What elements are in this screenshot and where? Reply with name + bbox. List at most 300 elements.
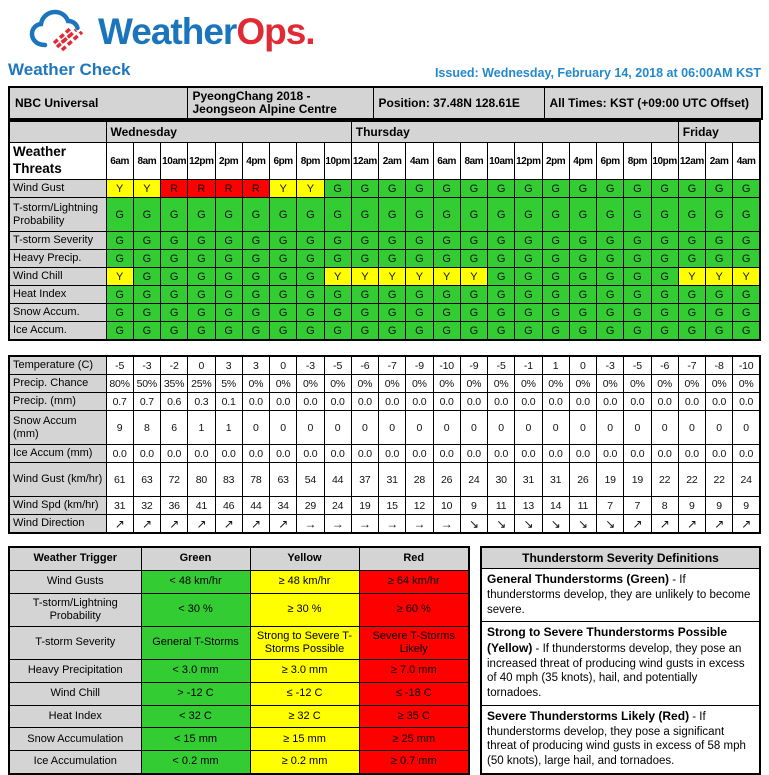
threat-status-cell: G — [515, 180, 542, 198]
threat-status-cell: G — [406, 304, 433, 322]
threat-label: Wind Chill — [9, 268, 106, 286]
threat-status-cell: G — [624, 198, 651, 232]
data-value-cell: 0.7 — [106, 393, 133, 411]
data-value-cell: 0% — [569, 375, 596, 393]
threat-status-cell: G — [297, 304, 324, 322]
data-value-cell: 14 — [542, 497, 569, 515]
threat-status-cell: G — [515, 232, 542, 250]
threat-status-cell: G — [733, 180, 760, 198]
weather-threats-header: Weather Threats — [9, 143, 106, 180]
threat-status-cell: G — [106, 198, 133, 232]
threat-status-cell: G — [569, 304, 596, 322]
data-value-cell: 0.0 — [569, 445, 596, 463]
threat-status-cell: G — [706, 304, 733, 322]
data-value-cell: -10 — [733, 356, 760, 375]
data-value-cell: 15 — [379, 497, 406, 515]
data-value-cell: 0 — [542, 411, 569, 445]
threat-status-cell: G — [270, 322, 297, 341]
time-header: 10am — [161, 143, 188, 180]
forecast-data-row — [9, 375, 760, 393]
weather-trigger-legend-table — [8, 546, 470, 775]
wind-direction-cell: ↗ — [624, 515, 651, 534]
legend-row-label: Heavy Precipitation — [9, 660, 141, 683]
data-value-cell: 0.0 — [242, 445, 269, 463]
threat-status-cell: G — [406, 198, 433, 232]
threat-status-cell: G — [706, 322, 733, 341]
threat-row — [9, 286, 760, 304]
legend-green-threshold: < 48 km/hr — [141, 570, 250, 593]
threat-status-cell: Y — [133, 180, 160, 198]
threat-status-cell: G — [542, 232, 569, 250]
threat-label: T-storm/Lightning Probability — [9, 198, 106, 232]
wind-direction-cell: → — [406, 515, 433, 534]
threat-status-cell: G — [569, 286, 596, 304]
threat-status-cell: G — [351, 198, 378, 232]
data-value-cell: 83 — [215, 463, 242, 497]
legend-green-threshold: < 15 mm — [141, 728, 250, 751]
threat-status-cell: Y — [379, 268, 406, 286]
data-value-cell: 37 — [351, 463, 378, 497]
data-value-cell: 0 — [324, 411, 351, 445]
threat-status-cell: G — [161, 250, 188, 268]
data-value-cell: 7 — [597, 497, 624, 515]
threat-status-cell: G — [215, 304, 242, 322]
threat-status-cell: Y — [678, 268, 705, 286]
data-value-cell: 34 — [270, 497, 297, 515]
threat-status-cell: G — [515, 198, 542, 232]
data-value-cell: 0.0 — [569, 393, 596, 411]
data-value-cell: 0.0 — [161, 445, 188, 463]
data-value-cell: 0.0 — [597, 393, 624, 411]
threat-status-cell: G — [379, 198, 406, 232]
data-value-cell: 0.0 — [324, 393, 351, 411]
threat-status-cell: G — [270, 198, 297, 232]
legend-row — [9, 660, 469, 683]
threat-status-cell: R — [215, 180, 242, 198]
wind-direction-cell: ↗ — [215, 515, 242, 534]
threat-status-cell: G — [460, 286, 487, 304]
legend-red-threshold: ≥ 0.7 mm — [359, 750, 469, 773]
threat-status-cell: G — [515, 286, 542, 304]
threat-status-cell: Y — [106, 268, 133, 286]
data-value-cell: 0 — [569, 356, 596, 375]
threat-status-cell: G — [406, 232, 433, 250]
threat-status-cell: G — [133, 286, 160, 304]
data-value-cell: 9 — [678, 497, 705, 515]
data-value-cell: -10 — [433, 356, 460, 375]
data-value-cell: 0.0 — [733, 445, 760, 463]
forecast-data-row — [9, 515, 760, 534]
threat-status-cell: G — [651, 304, 678, 322]
threat-status-cell: Y — [270, 180, 297, 198]
threat-status-cell: Y — [433, 268, 460, 286]
legend-row — [9, 570, 469, 593]
legend-row-label: T-storm Severity — [9, 626, 141, 659]
threat-status-cell: G — [624, 180, 651, 198]
data-value-cell: 22 — [651, 463, 678, 497]
page-title: Weather Check — [8, 60, 131, 79]
data-row-label: Temperature (C) — [9, 356, 106, 375]
time-header: 6pm — [597, 143, 624, 180]
threat-status-cell: G — [215, 232, 242, 250]
threat-status-cell: G — [161, 304, 188, 322]
threat-status-cell: G — [624, 232, 651, 250]
weather-threats-table — [8, 120, 761, 341]
data-value-cell: 0% — [324, 375, 351, 393]
data-value-cell: 0.0 — [542, 445, 569, 463]
day-header-wednesday: Wednesday — [106, 121, 351, 143]
data-value-cell: 19 — [624, 463, 651, 497]
threat-status-cell: G — [542, 250, 569, 268]
data-value-cell: 0% — [624, 375, 651, 393]
data-value-cell: -3 — [297, 356, 324, 375]
data-value-cell: 0 — [515, 411, 542, 445]
threat-status-cell: G — [678, 304, 705, 322]
data-value-cell: 0 — [270, 356, 297, 375]
legend-red-threshold: ≥ 35 C — [359, 705, 469, 728]
threat-status-cell: G — [242, 198, 269, 232]
threat-status-cell: G — [542, 180, 569, 198]
time-header: 4am — [733, 143, 760, 180]
data-value-cell: 5% — [215, 375, 242, 393]
data-value-cell: 9 — [706, 497, 733, 515]
threat-status-cell: G — [733, 232, 760, 250]
wind-direction-cell: ↘ — [597, 515, 624, 534]
thunderstorm-severity-definitions — [480, 546, 761, 775]
threat-row — [9, 322, 760, 341]
data-value-cell: 0% — [379, 375, 406, 393]
threat-status-cell: G — [242, 286, 269, 304]
threat-status-cell: G — [351, 180, 378, 198]
legend-header-weather-trigger: Weather Trigger — [9, 547, 141, 570]
threat-status-cell: R — [242, 180, 269, 198]
data-value-cell: 0 — [433, 411, 460, 445]
legend-red-threshold: Severe T-Storms Likely — [359, 626, 469, 659]
time-header: 4pm — [242, 143, 269, 180]
data-row-label: Wind Spd (km/hr) — [9, 497, 106, 515]
data-value-cell: 8 — [133, 411, 160, 445]
threat-status-cell: G — [515, 250, 542, 268]
legend-header-yellow: Yellow — [250, 547, 359, 570]
threat-status-cell: G — [324, 180, 351, 198]
threat-status-cell: G — [106, 322, 133, 341]
threat-status-cell: G — [733, 322, 760, 341]
threat-status-cell: G — [597, 250, 624, 268]
data-value-cell: 0.0 — [379, 445, 406, 463]
threat-status-cell: G — [597, 180, 624, 198]
logo-word-ops: Ops. — [236, 11, 315, 52]
data-value-cell: 0 — [406, 411, 433, 445]
threat-status-cell: G — [215, 268, 242, 286]
threat-status-cell: G — [651, 198, 678, 232]
threat-label: Wind Gust — [9, 180, 106, 198]
legend-green-threshold: < 32 C — [141, 705, 250, 728]
data-value-cell: 26 — [433, 463, 460, 497]
threat-status-cell: G — [133, 268, 160, 286]
threat-status-cell: G — [460, 232, 487, 250]
data-value-cell: 0 — [270, 411, 297, 445]
data-value-cell: 0.3 — [188, 393, 215, 411]
data-value-cell: 28 — [406, 463, 433, 497]
threat-status-cell: G — [106, 304, 133, 322]
threat-row — [9, 198, 760, 232]
threat-status-cell: Y — [733, 268, 760, 286]
data-value-cell: 44 — [324, 463, 351, 497]
threat-status-cell: G — [597, 286, 624, 304]
threat-status-cell: G — [569, 180, 596, 198]
threat-status-cell: G — [569, 250, 596, 268]
data-value-cell: 22 — [678, 463, 705, 497]
data-value-cell: 0.0 — [297, 445, 324, 463]
data-value-cell: 0.0 — [733, 393, 760, 411]
threat-status-cell: G — [188, 286, 215, 304]
threat-status-cell: G — [324, 198, 351, 232]
data-value-cell: 0 — [379, 411, 406, 445]
legend-row-label: Ice Accumulation — [9, 750, 141, 773]
data-value-cell: -5 — [624, 356, 651, 375]
forecast-data-row — [9, 497, 760, 515]
threat-status-cell: G — [351, 304, 378, 322]
data-value-cell: 0 — [297, 411, 324, 445]
data-value-cell: 63 — [133, 463, 160, 497]
data-value-cell: -5 — [324, 356, 351, 375]
time-header: 6am — [106, 143, 133, 180]
data-value-cell: -7 — [379, 356, 406, 375]
data-value-cell: 9 — [733, 497, 760, 515]
threat-status-cell: G — [270, 250, 297, 268]
data-value-cell: 0 — [242, 411, 269, 445]
data-value-cell: 26 — [569, 463, 596, 497]
wind-direction-cell: → — [351, 515, 378, 534]
time-header: 10pm — [651, 143, 678, 180]
forecast-data-table — [8, 355, 761, 534]
threat-status-cell: G — [406, 250, 433, 268]
data-row-label: Wind Gust (km/hr) — [9, 463, 106, 497]
legend-row — [9, 728, 469, 751]
data-row-label: Ice Accum (mm) — [9, 445, 106, 463]
data-value-cell: 0.0 — [597, 445, 624, 463]
threat-status-cell: G — [379, 232, 406, 250]
threat-status-cell: G — [297, 322, 324, 341]
data-value-cell: 1 — [542, 356, 569, 375]
wind-direction-cell: → — [433, 515, 460, 534]
threat-status-cell: G — [351, 232, 378, 250]
data-value-cell: 10 — [433, 497, 460, 515]
threat-status-cell: G — [488, 198, 515, 232]
data-value-cell: 0% — [651, 375, 678, 393]
threat-status-cell: G — [106, 232, 133, 250]
data-value-cell: 0.0 — [351, 445, 378, 463]
threat-status-cell: G — [379, 304, 406, 322]
threat-status-cell: G — [569, 232, 596, 250]
severity-definition: Severe Thunderstorms Likely (Red) - If thunderstorms develop, they pose a significant threat of producing wind gusts in excess of 58 mph (50 knots), large hail, and tornadoes. — [482, 705, 759, 773]
threat-status-cell: G — [678, 250, 705, 268]
threat-status-cell: G — [133, 304, 160, 322]
wind-direction-cell: ↘ — [488, 515, 515, 534]
legend-row — [9, 593, 469, 626]
data-value-cell: 61 — [106, 463, 133, 497]
threat-status-cell: G — [624, 250, 651, 268]
data-value-cell: 7 — [624, 497, 651, 515]
threat-status-cell: G — [161, 322, 188, 341]
data-value-cell: 9 — [460, 497, 487, 515]
threat-status-cell: G — [188, 232, 215, 250]
threat-status-cell: Y — [297, 180, 324, 198]
data-value-cell: -9 — [406, 356, 433, 375]
threat-status-cell: G — [678, 232, 705, 250]
time-header: 10am — [488, 143, 515, 180]
legend-row-label: T-storm/Lightning Probability — [9, 593, 141, 626]
time-header: 2pm — [542, 143, 569, 180]
threat-status-cell: G — [706, 250, 733, 268]
legend-green-threshold: General T-Storms — [141, 626, 250, 659]
threat-status-cell: Y — [106, 180, 133, 198]
threat-status-cell: G — [242, 268, 269, 286]
threat-status-cell: G — [515, 322, 542, 341]
time-header: 2am — [379, 143, 406, 180]
threat-status-cell: G — [133, 322, 160, 341]
data-value-cell: -5 — [488, 356, 515, 375]
legend-yellow-threshold: Strong to Severe T-Storms Possible — [250, 626, 359, 659]
data-value-cell: 0% — [678, 375, 705, 393]
threat-status-cell: G — [542, 198, 569, 232]
legend-row — [9, 750, 469, 773]
threat-status-cell: G — [215, 322, 242, 341]
threat-row — [9, 304, 760, 322]
data-value-cell: 0.0 — [270, 393, 297, 411]
threat-status-cell: G — [597, 304, 624, 322]
legend-red-threshold: ≤ -18 C — [359, 682, 469, 705]
threat-status-cell: G — [597, 198, 624, 232]
data-value-cell: 0.0 — [351, 393, 378, 411]
threat-status-cell: G — [106, 286, 133, 304]
threat-status-cell: G — [188, 250, 215, 268]
threat-status-cell: G — [515, 304, 542, 322]
data-value-cell: 24 — [324, 497, 351, 515]
data-value-cell: 0% — [297, 375, 324, 393]
legend-row — [9, 682, 469, 705]
data-value-cell: 31 — [106, 497, 133, 515]
data-value-cell: 0.0 — [624, 445, 651, 463]
data-value-cell: 31 — [515, 463, 542, 497]
threat-status-cell: G — [706, 232, 733, 250]
data-row-label: Precip. Chance — [9, 375, 106, 393]
threat-status-cell: G — [433, 198, 460, 232]
legend-header-green: Green — [141, 547, 250, 570]
threat-status-cell: G — [242, 304, 269, 322]
data-value-cell: 31 — [379, 463, 406, 497]
data-value-cell: 6 — [161, 411, 188, 445]
legend-green-threshold: < 0.2 mm — [141, 750, 250, 773]
data-value-cell: 0% — [242, 375, 269, 393]
data-value-cell: 0.0 — [515, 445, 542, 463]
threat-status-cell: G — [488, 286, 515, 304]
timezone-offset: All Times: KST (+09:00 UTC Offset) — [544, 87, 762, 119]
wind-direction-cell: → — [297, 515, 324, 534]
data-value-cell: 0.0 — [133, 445, 160, 463]
threat-status-cell: G — [624, 286, 651, 304]
data-value-cell: 0 — [706, 411, 733, 445]
data-value-cell: 0.0 — [215, 445, 242, 463]
threat-status-cell: Y — [706, 268, 733, 286]
data-value-cell: -3 — [597, 356, 624, 375]
data-value-cell: 0.0 — [542, 393, 569, 411]
time-header: 6am — [433, 143, 460, 180]
data-value-cell: 63 — [270, 463, 297, 497]
threat-status-cell: G — [161, 286, 188, 304]
data-value-cell: 1 — [215, 411, 242, 445]
data-value-cell: 0 — [678, 411, 705, 445]
threat-status-cell: G — [188, 268, 215, 286]
issued-timestamp: Issued: Wednesday, February 14, 2018 at 06:00AM KST — [434, 66, 761, 80]
threat-status-cell: G — [188, 198, 215, 232]
threat-status-cell: G — [215, 198, 242, 232]
title-bar — [8, 60, 761, 80]
data-value-cell: 80% — [106, 375, 133, 393]
data-value-cell: 32 — [133, 497, 160, 515]
position-coordinates: Position: 37.48N 128.61E — [373, 87, 544, 119]
data-value-cell: 0% — [433, 375, 460, 393]
threat-status-cell: G — [542, 304, 569, 322]
data-value-cell: 8 — [651, 497, 678, 515]
data-value-cell: 0.0 — [678, 393, 705, 411]
threat-status-cell: G — [597, 322, 624, 341]
wind-direction-cell: ↗ — [106, 515, 133, 534]
data-value-cell: -9 — [460, 356, 487, 375]
threat-status-cell: G — [460, 304, 487, 322]
legend-row-label: Heat Index — [9, 705, 141, 728]
data-value-cell: 0.0 — [678, 445, 705, 463]
threat-status-cell: G — [569, 322, 596, 341]
definitions-body — [482, 569, 759, 773]
time-header: 2pm — [215, 143, 242, 180]
threat-status-cell: G — [297, 232, 324, 250]
day-header-friday: Friday — [678, 121, 760, 143]
data-value-cell: 0.0 — [460, 445, 487, 463]
wind-direction-cell: ↘ — [515, 515, 542, 534]
data-row-label: Wind Direction — [9, 515, 106, 534]
threat-status-cell: G — [242, 322, 269, 341]
data-value-cell: 24 — [460, 463, 487, 497]
threat-status-cell: G — [406, 322, 433, 341]
data-value-cell: 72 — [161, 463, 188, 497]
data-value-cell: 54 — [297, 463, 324, 497]
threat-status-cell: G — [488, 180, 515, 198]
data-value-cell: 0.0 — [297, 393, 324, 411]
threat-status-cell: G — [188, 304, 215, 322]
wind-direction-cell: ↗ — [270, 515, 297, 534]
data-value-cell: 19 — [597, 463, 624, 497]
data-value-cell: 0 — [651, 411, 678, 445]
legend-yellow-threshold: ≥ 48 km/hr — [250, 570, 359, 593]
wind-direction-cell: ↗ — [706, 515, 733, 534]
threat-status-cell: R — [188, 180, 215, 198]
threat-status-cell: G — [106, 250, 133, 268]
data-value-cell: 0% — [706, 375, 733, 393]
data-value-cell: 24 — [733, 463, 760, 497]
threat-status-cell: G — [706, 198, 733, 232]
time-header: 4pm — [569, 143, 596, 180]
threat-label: Heat Index — [9, 286, 106, 304]
threat-status-cell: G — [270, 304, 297, 322]
data-value-cell: 0% — [351, 375, 378, 393]
threat-status-cell: G — [433, 322, 460, 341]
data-value-cell: 11 — [569, 497, 596, 515]
time-header: 12am — [678, 143, 705, 180]
data-value-cell: 0.0 — [460, 393, 487, 411]
threat-status-cell: G — [215, 286, 242, 304]
threat-status-cell: G — [379, 180, 406, 198]
